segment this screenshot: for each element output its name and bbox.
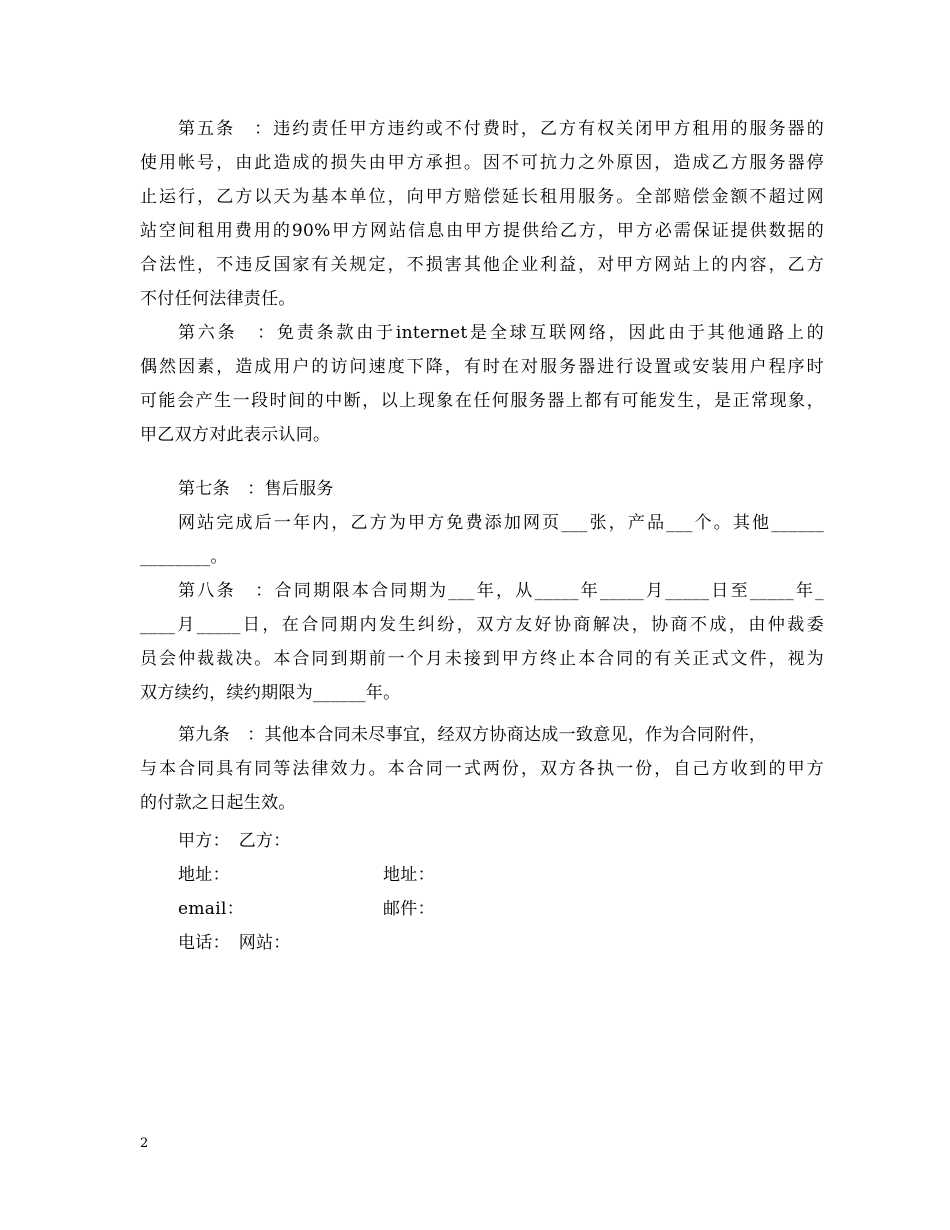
article-9-line-1: 第九条 ：其他本合同未尽事宜，经双方协商达成一致意见，作为合同附件， (178, 725, 767, 745)
phone-site-line: 电话： 网站： (178, 933, 291, 953)
article-5-line-5: 合法性，不违反国家有关规定，不损害其他企业利益，对甲方网站上的内容，乙方 (140, 255, 824, 275)
article-7-heading: 第七条 ：售后服务 (178, 479, 334, 499)
article-9-line-2: 与本合同具有同等法律效力。本合同一式两份，双方各执一份，自己方收到的甲方 (140, 759, 824, 779)
article-6-line-1: 第六条 ：免责条款由于internet是全球互联网络，因此由于其他通路上的 (178, 323, 824, 343)
page-number: 2 (140, 1136, 149, 1151)
article-8-line-3: 员会仲裁裁决。本合同到期前一个月未接到甲方终止本合同的有关正式文件，视为 (140, 649, 824, 669)
article-9-line-3: 的付款之日起生效。 (140, 793, 296, 813)
article-6-line-3: 可能会产生一段时间的中断，以上现象在任何服务器上都有可能发生，是正常现象， (140, 391, 824, 411)
article-6-line-2: 偶然因素，造成用户的访问速度下降，有时在对服务器进行设置或安装用户程序时 (140, 357, 824, 377)
article-7-line-2: 网站完成后一年内，乙方为甲方免费添加网页___张，产品___个。其他______ (178, 513, 824, 533)
article-5-line-6: 不付任何法律责任。 (140, 289, 296, 309)
article-5-line-1: 第五条 ：违约责任甲方违约或不付费时，乙方有权关闭甲方租用的服务器的 (178, 119, 824, 139)
article-5-line-4: 站空间租用费用的90%甲方网站信息由甲方提供给乙方，甲方必需保证提供数据的 (140, 221, 824, 241)
address-a-label: 地址： (178, 865, 230, 885)
article-8-line-2: ____月_____日，在合同期内发生纠纷，双方友好协商解决，协商不成，由仲裁委 (140, 615, 824, 635)
email-b-label: 邮件： (383, 899, 435, 919)
email-a-label: email： (178, 899, 244, 919)
article-5-line-3: 止运行，乙方以天为基本单位，向甲方赔偿延长租用服务。全部赔偿金额不超过网 (140, 187, 824, 207)
article-8-line-1: 第八条 ：合同期限本合同期为___年，从_____年_____月_____日至_____年_ (178, 581, 824, 601)
article-8-line-4: 双方续约，续约期限为______年。 (140, 683, 401, 703)
article-5-line-2: 使用帐号，由此造成的损失由甲方承担。因不可抗力之外原因，造成乙方服务器停 (140, 153, 824, 173)
article-6-line-4: 甲乙双方对此表示认同。 (140, 425, 331, 445)
article-7-line-3: ________。 (140, 547, 228, 567)
address-b-label: 地址： (383, 865, 435, 885)
party-line: 甲方： 乙方： (178, 831, 291, 851)
